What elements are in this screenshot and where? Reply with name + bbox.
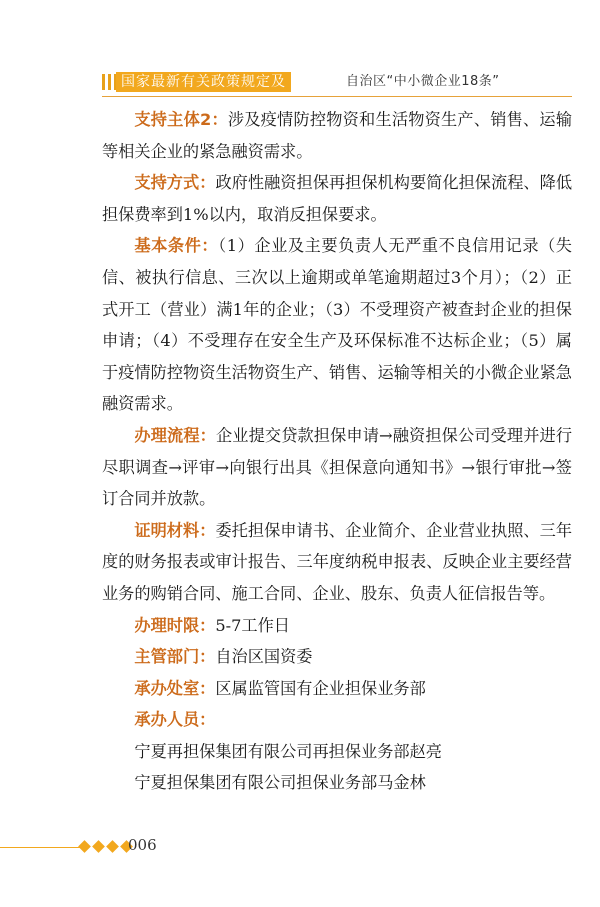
- section-label: 承办处室：: [134, 678, 216, 698]
- section-label: 基本条件：: [134, 236, 219, 256]
- diamond-icon: [78, 840, 91, 853]
- section-text: 企业提交贷款担保申请→融资担保公司受理并进行尽职调查→评审→向银行出具《担保意向通知书》→银行审批→签订合同并放款。: [102, 425, 573, 509]
- section-label: 承办人员：: [134, 710, 216, 730]
- section-label: 支持主体2：: [134, 110, 228, 129]
- section-text: 政府性融资担保再担保机构要简化担保流程、降低担保费率到1%以内，取消反担保要求。: [102, 173, 573, 224]
- section-time-limit: [102, 610, 572, 642]
- section-department: [102, 641, 572, 673]
- section-contact-persons: [102, 704, 572, 736]
- diamond-icon: [106, 840, 119, 853]
- page-body: [102, 104, 572, 799]
- section-text: 5-7工作日: [215, 615, 290, 635]
- header-decorative-bars: [102, 74, 117, 90]
- section-basic-conditions: [102, 230, 572, 420]
- section-support-subject: [102, 104, 572, 167]
- section-documents: [102, 515, 572, 610]
- section-process: [102, 420, 572, 515]
- header-divider: [102, 96, 572, 97]
- section-office: [102, 673, 572, 705]
- section-label: 证明材料：: [134, 520, 216, 540]
- footer-rule: [0, 847, 80, 848]
- contact-line: 宁夏担保集团有限公司担保业务部马金林: [134, 773, 426, 793]
- section-text: 涉及疫情防控物资和生活物资生产、销售、运输等相关企业的紧急融资需求。: [102, 110, 573, 161]
- section-label: 办理流程：: [134, 425, 216, 445]
- header-subtitle: 自治区“中小微企业18条”: [346, 74, 500, 89]
- section-label: 主管部门：: [134, 647, 216, 667]
- section-label: 办理时限：: [134, 615, 216, 635]
- running-header: [102, 72, 572, 94]
- section-text: 自治区国资委: [215, 647, 313, 667]
- diamond-icon: [92, 840, 105, 853]
- section-text: 委托担保申请书、企业简介、企业营业执照、三年度的财务报表或审计报告、三年度纳税申报表、反映企业主要经营业务的购销合同、施工合同、企业、股东、负责人征信报告等。: [102, 520, 573, 603]
- section-text: 区属监管国有企业担保业务部: [215, 678, 426, 698]
- section-text: （1）企业及主要负责人无严重不良信用记录（失信、被执行信息、三次以上逾期或单笔逾期超过3个月）；（2）正式开工（营业）满1年的企业；（3）不受理资产被查封企业的担保申请；（4）不受理存在安全生产及环保标准不达标企业；（5）属于疫情防控物资生活物资生产、销售、运输等相关的小微企业紧急融资需求。: [102, 236, 572, 414]
- contact-line: 宁夏再担保集团有限公司再担保业务部赵亮: [134, 741, 442, 761]
- section-support-method: [102, 167, 572, 230]
- page-number: 006: [128, 836, 157, 854]
- header-title: 国家最新有关政策规定及: [116, 72, 291, 92]
- section-label: 支持方式：: [134, 173, 216, 193]
- footer-diamond-ornament: [78, 840, 133, 853]
